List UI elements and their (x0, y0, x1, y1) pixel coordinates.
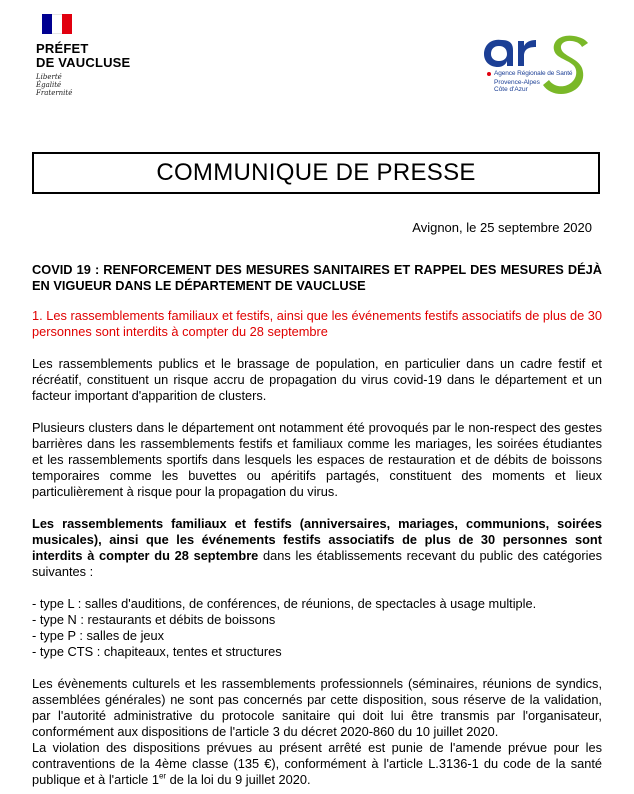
paragraph-3-rest: dans les établissements recevant du public des catégories suivantes : (32, 548, 602, 579)
document-title: COMMUNIQUE DE PRESSE (156, 159, 476, 186)
document-title-box (32, 152, 600, 194)
paragraph-5-sup: er (158, 771, 167, 781)
ars-region-line1: Provence-Alpes (494, 79, 540, 86)
paragraph-5 (32, 740, 602, 788)
paragraph-2: Plusieurs clusters dans le département ont notamment été provoqués par le non-respect des gestes barrières dans les rassemblements festifs et familiaux comme les mariages, les soirées étudiantes et les rassemblements sportifs dans lesquels les espaces de restauration et de débits de boissons temporaires comme les buvettes ou apéritifs partagés, constituent des moments et lieux particulièrement à risque pour la propagation du virus. (32, 420, 602, 499)
list-item: - type P : salles de jeux (32, 628, 165, 643)
ars-logo (478, 30, 608, 110)
ars-region (494, 79, 540, 93)
marianne-flag-icon (42, 14, 72, 34)
motto-liberte: Liberté (36, 73, 62, 81)
prefet-logo (36, 14, 130, 97)
paragraph-3-bold: Les rassemblements familiaux et festifs (anniversaires, mariages, communions, soirées musicales), ainsi que les événements festifs associatifs de plus de 30 personnes sont interdits à compter du 28 septembre (32, 516, 602, 563)
headline: COVID 19 : RENFORCEMENT DES MESURES SANITAIRES ET RAPPEL DES MESURES DÉJÀ EN VIGUEUR DANS LE DÉPARTEMENT DE VAUCLUSE (32, 262, 602, 293)
republic-motto (36, 73, 130, 97)
list-item: - type CTS : chapiteaux, tentes et structures (32, 644, 282, 659)
prefet-line2: DE VAUCLUSE (36, 55, 131, 70)
motto-fraternite: Fraternité (36, 89, 73, 97)
ars-agency-name: Agence Régionale de Santé (494, 70, 573, 77)
motto-egalite: Égalité (36, 81, 62, 89)
document-body (32, 262, 602, 788)
page-header (0, 0, 634, 150)
paragraph-3 (32, 516, 602, 580)
prefet-line1: PRÉFET (36, 41, 89, 56)
ars-region-line2: Côte d'Azur (494, 86, 528, 93)
paragraph-4: Les évènements culturels et les rassemblements professionnels (séminaires, réunions de syndics, assemblées générales) ne sont pas concernés par cette disposition, sous réserve de la validation, par l'autorité administrative du protocole sanitaire qui doit lui être transmis par l'organisateur, conformément aux dispositions de l'article 3 du décret 2020-860 du 10 juillet 2020. (32, 676, 602, 739)
paragraph-5-b: de la loi du 9 juillet 2020. (166, 772, 311, 787)
prefet-title (36, 42, 130, 70)
category-list (32, 596, 602, 660)
dateline: Avignon, le 25 septembre 2020 (412, 220, 592, 235)
list-item: - type L : salles d'auditions, de conférences, de réunions, de spectacles à usage multiple. (32, 596, 537, 611)
list-item: - type N : restaurants et débits de boissons (32, 612, 276, 627)
paragraph-5-a: La violation des dispositions prévues au présent arrêté est punie de l'amende prévue pour les contraventions de la 4ème classe (135 €), conformément à l'article L.3136-1 du code de la santé publique et à l'article 1 (32, 740, 602, 787)
paragraph-1: Les rassemblements publics et le brassage de population, en particulier dans un cadre festif et récréatif, constituent un risque accru de propagation du virus covid-19 dans le département et un facteur important d'apparition de clusters. (32, 356, 602, 403)
section-heading: 1. Les rassemblements familiaux et festifs, ainsi que les événements festifs associatifs de plus de 30 personnes sont interdits à compter du 28 septembre (32, 308, 602, 339)
